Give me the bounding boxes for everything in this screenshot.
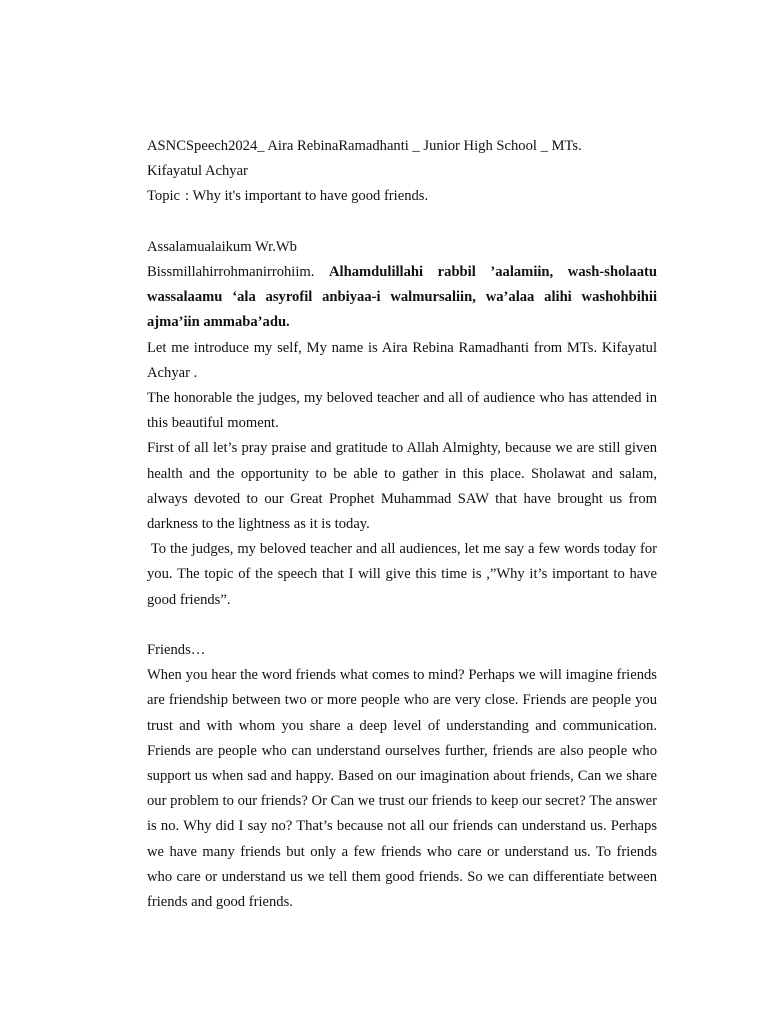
judges-paragraph: To the judges, my beloved teacher and all audiences, let me say a few words today for you. The topic of the speech that I will give this time is ,”Why it’s important to have good friends”.: [147, 541, 661, 608]
honorable-paragraph: The honorable the judges, my beloved teacher and all of audience who has attended in this beautiful moment.: [147, 390, 657, 432]
opening-paragraph: [147, 260, 657, 336]
topic-label: Topic: [147, 188, 181, 205]
introduction-paragraph: Let me introduce my self, My name is Aira Rebina Ramadhanti from MTs. Kifayatul Achyar .: [147, 339, 657, 381]
document-title-line-1: ASNCSpeech2024_ Aira RebinaRamadhanti _ Junior High School _ MTs.: [147, 138, 582, 154]
opening-plain-text: Bissmillahirrohmanirrohiim.: [147, 264, 329, 280]
greeting: Assalamualaikum Wr.Wb: [147, 238, 297, 255]
blank-line: [147, 613, 657, 638]
opening-bold-text: Alhamdulillahi rabbil ’aalamiin, wash-sholaatu wassalaamu ‘ala asyrofil anbiyaa-i walmursaliin, wa’alaa alihi washohbihii ajma’iin ammaba’adu.: [147, 264, 657, 331]
document-page: [147, 134, 661, 915]
friends-paragraph: When you hear the word friends what comes to mind? Perhaps we will imagine friends are friendship between two or more people who are very close. Friends are people you trust and with whom you share a deep level of understanding and communication. Friends are people who can understand ourselves further, friends are also people who support us when sad and happy. Based on our imagination about friends, Can we share our problem to our friends? Or Can we trust our friends to keep our secret? The answer is no. Why did I say no? That’s because not all our friends can understand us. Perhaps we have many friends but only a few friends who care or understand us. To friends who care or understand us we tell them good friends. So we can differentiate between friends and good friends.: [147, 667, 657, 911]
praise-paragraph: First of all let’s pray praise and gratitude to Allah Almighty, because we are still given health and the opportunity to be able to gather in this place. Sholawat and salam, always devoted to our Great Prophet Muhammad SAW that have brought us from darkness to the lightness as it is today.: [147, 440, 657, 533]
document-title-line-2: Kifayatul Achyar: [147, 163, 248, 180]
blank-line: [147, 210, 657, 235]
friends-heading: Friends…: [147, 642, 206, 659]
topic-text: : Why it's important to have good friends.: [185, 188, 429, 205]
topic-line: [147, 184, 657, 209]
